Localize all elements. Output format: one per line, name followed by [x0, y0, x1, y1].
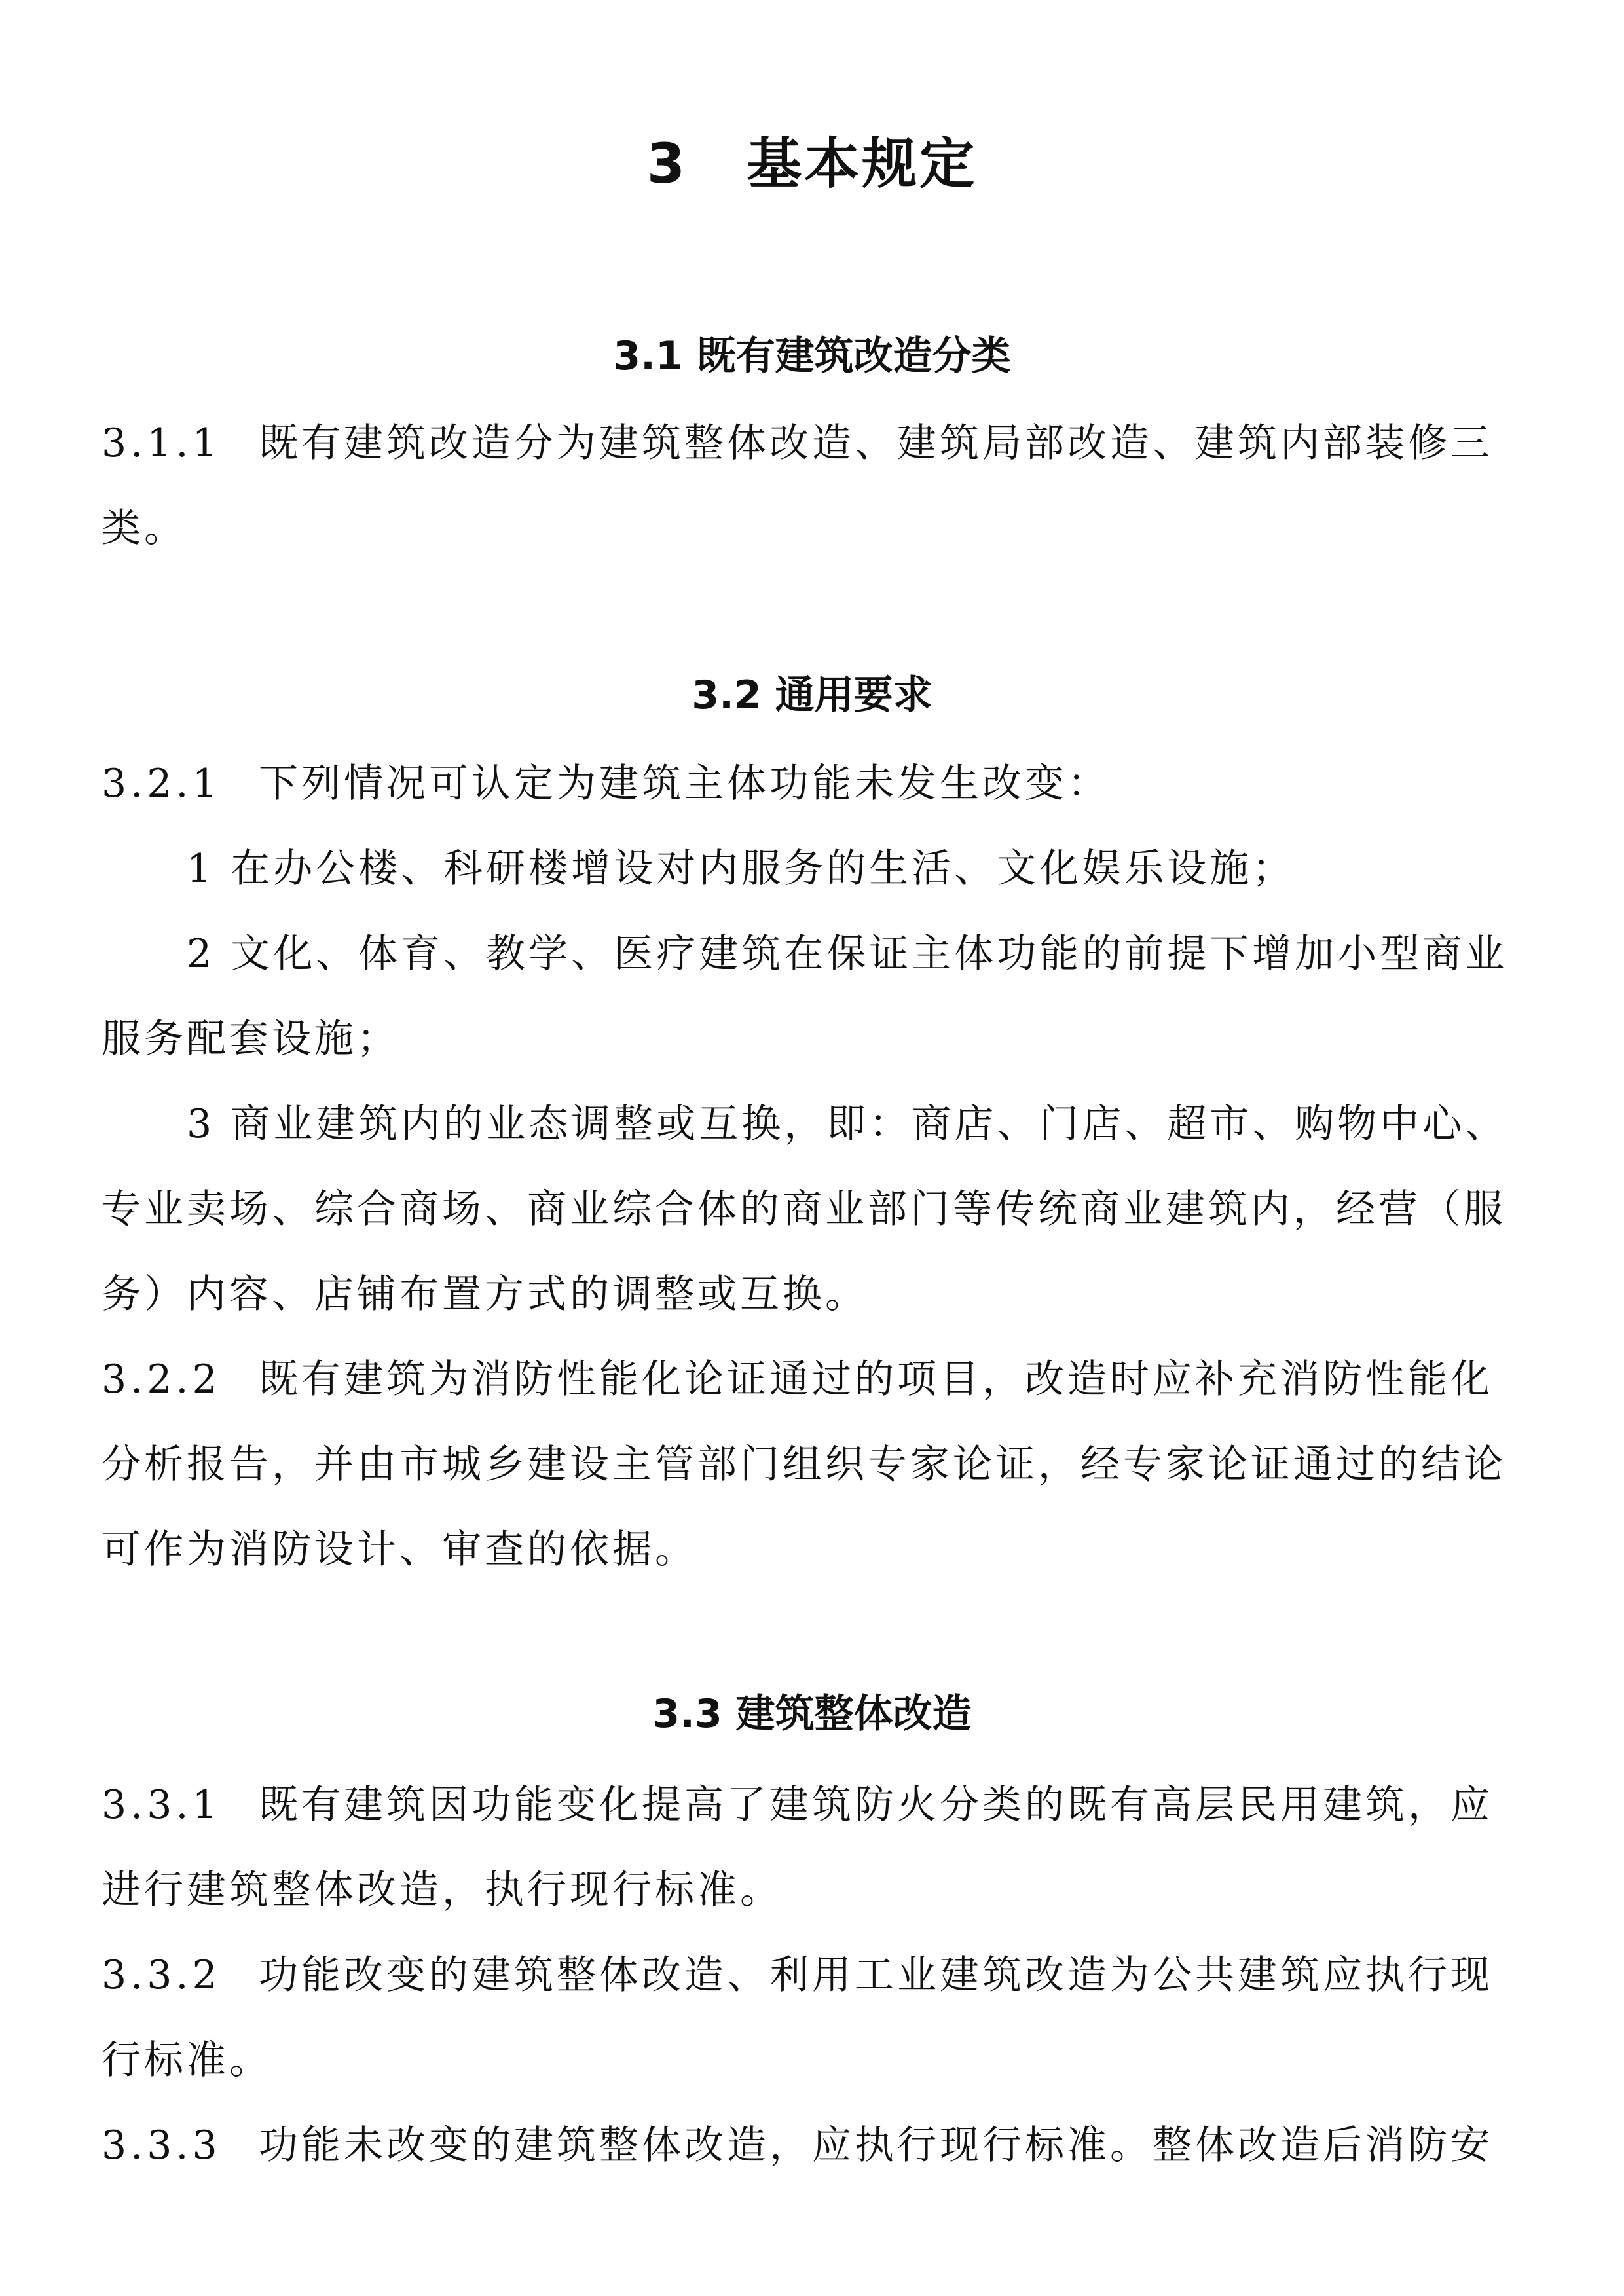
clause-number: 3.3.1: [101, 1782, 221, 1828]
list-item-3: 3 商业建筑内的业态调整或互换，即：商店、门店、超市、购物中心、专业卖场、综合商场、商业综合体的商业部门等传统商业建筑内，经营（服务）内容、店铺布置方式的调整或互换。: [101, 1101, 1508, 1317]
clause-text: 既有建筑为消防性能化论证通过的项目，改造时应补充消防性能化分析报告，并由市城乡建设主管部门组织专家论证，经专家论证通过的结论可作为消防设计、审查的依据。: [101, 1357, 1506, 1573]
chapter-number: 3: [646, 132, 688, 196]
clause-text: 功能改变的建筑整体改造、利用工业建筑改造为公共建筑应执行现行标准。: [101, 1952, 1493, 2083]
list-item-2: 2 文化、体育、教学、医疗建筑在保证主体功能的前提下增加小型商业服务配套设施；: [101, 931, 1508, 1062]
clause-3-3-3: [101, 2103, 1529, 2188]
clause-3-1-1: [101, 401, 1529, 571]
clause-text: 既有建筑因功能变化提高了建筑防火分类的既有高层民用建筑，应进行建筑整体改造，执行现行标准。: [101, 1782, 1493, 1913]
clause-3-2-2: [101, 1337, 1529, 1592]
clause-text: 功能未改变的建筑整体改造，应执行现行标准。整体改造后消防安: [259, 2123, 1493, 2168]
section-heading-3-1: 3.1 既有建筑改造分类: [613, 333, 1011, 379]
clause-text: 下列情况可认定为建筑主体功能未发生改变：: [259, 761, 1110, 807]
clause-number: 3.1.1: [101, 420, 221, 466]
clause-number: 3.2.2: [101, 1357, 221, 1402]
list-item-1: 1 在办公楼、科研楼增设对内服务的生活、文化娱乐设施；: [187, 846, 1295, 892]
section-heading-3-3: 3.3 建筑整体改造: [652, 1691, 972, 1737]
clause-number: 3.3.3: [101, 2123, 221, 2168]
clause-3-2-1: [101, 741, 1529, 826]
section-heading-3-2: 3.2 通用要求: [692, 672, 932, 718]
chapter-title: [0, 124, 1624, 203]
clause-3-3-2: [101, 1933, 1529, 2103]
clause-3-3-1: [101, 1762, 1529, 1933]
chapter-title-text: 基本规定: [747, 132, 978, 196]
clause-number: 3.3.2: [101, 1952, 221, 1998]
clause-number: 3.2.1: [101, 761, 221, 807]
clause-text: 既有建筑改造分为建筑整体改造、建筑局部改造、建筑内部装修三类。: [101, 420, 1493, 551]
